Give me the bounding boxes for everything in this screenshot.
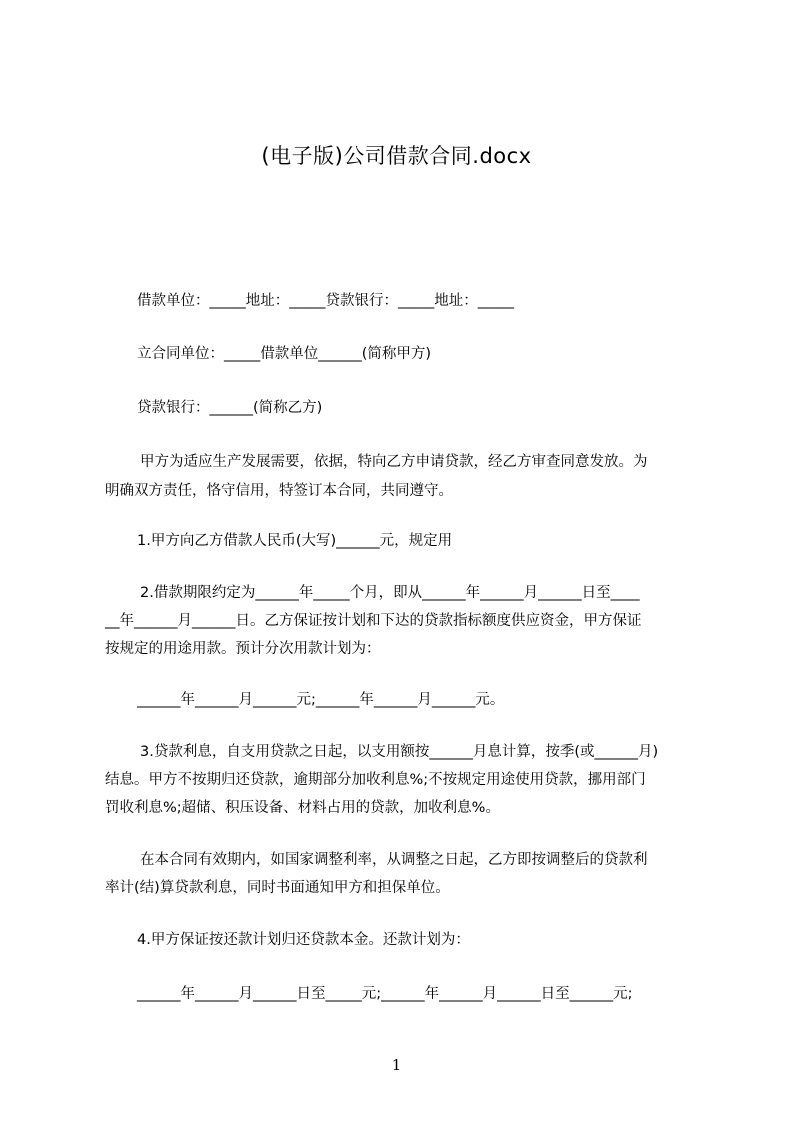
clause-4-line: 4.甲方保证按还款计划归还贷款本金。还款计划为： bbox=[137, 932, 470, 948]
repayment-plan-line: ______年______月______日至_____元;______年______月______日至______元; bbox=[137, 986, 633, 1002]
usage-plan-line: ______年______月______元;______年______月______元。 bbox=[137, 692, 505, 708]
clause-3-line-3: 罚收利息%;超储、积压设备、材料占用的贷款，加收利息%。 bbox=[105, 800, 500, 816]
clause-2-line-1: 2.借款期限约定为______年_____个月，即从______年______月______日至____ bbox=[140, 585, 640, 601]
preamble-line-1: 甲方为适应生产发展需要，依据，特向乙方申请贷款，经乙方审查同意发放。为 bbox=[140, 454, 648, 470]
clause-3-line-2: 结息。甲方不按期归还贷款，逾期部分加收利息%;不按规定用途使用贷款，挪用部门 bbox=[105, 772, 646, 788]
rate-adjustment-line-2: 率计(结)算贷款利息，同时书面通知甲方和担保单位。 bbox=[105, 880, 450, 896]
clause-2-line-2: __年______月______日。乙方保证按计划和下达的贷款指标额度供应资金，甲方保证 bbox=[105, 613, 642, 629]
page-number: 1 bbox=[391, 1056, 402, 1074]
preamble-line-2: 明确双方责任，恪守信用，特签订本合同，共同遵守。 bbox=[105, 483, 453, 499]
contract-party-a-line: 立合同单位：_____借款单位______(简称甲方) bbox=[137, 346, 432, 362]
contract-party-b-line: 贷款银行：______(简称乙方) bbox=[137, 400, 323, 416]
clause-3-line-1: 3.贷款利息，自支用贷款之日起，以支用额按______月息计算，按季(或______月) bbox=[140, 744, 659, 760]
clause-2-line-3: 按规定的用途用款。预计分次用款计划为： bbox=[105, 641, 381, 657]
document-title: (电子版)公司借款合同.docx bbox=[261, 144, 532, 168]
borrower-info-line: 借款单位：_____地址：_____贷款银行：_____地址：_____ bbox=[137, 293, 514, 309]
clause-1-line: 1.甲方向乙方借款人民币(大写)______元，规定用 bbox=[137, 533, 453, 549]
rate-adjustment-line-1: 在本合同有效期内，如国家调整利率，从调整之日起，乙方即按调整后的贷款利 bbox=[140, 852, 648, 868]
